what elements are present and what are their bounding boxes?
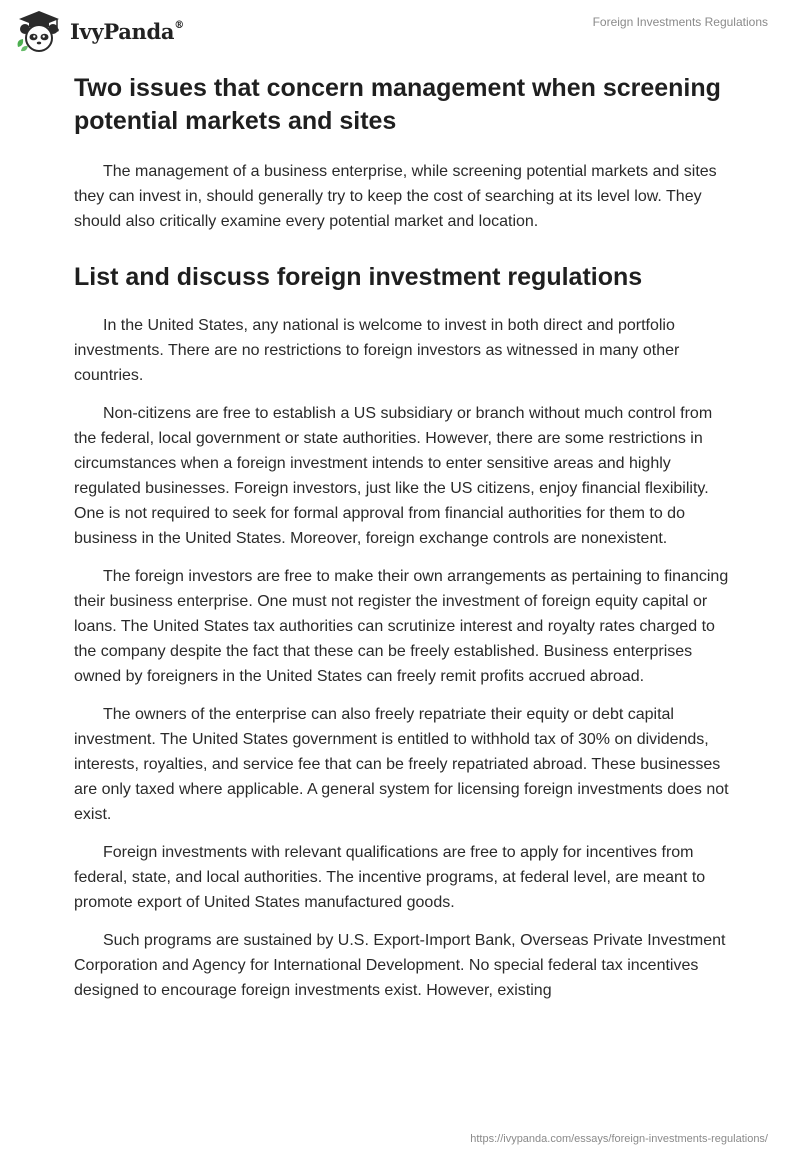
brand-name: IvyPanda® bbox=[70, 18, 184, 44]
panda-mascot-icon bbox=[14, 9, 64, 53]
paragraph: The foreign investors are free to make their own arrangements as pertaining to financing their business enterprise. One must not register the investment of foreign equity capital or loans. The United States tax authorities can scrutinize interest and royalty rates charged to the company despite the fact that these can be freely established. Business enterprises owned by foreigners in the United States can freely remit profits accrued abroad. bbox=[74, 568, 729, 685]
section-heading-screening: Two issues that concern management when screening potential markets and sites bbox=[74, 74, 721, 135]
paragraph: In the United States, any national is welcome to invest in both direct and portfolio investments. There are no restrictions to foreign investors as witnessed in many other countries. bbox=[74, 317, 680, 384]
article-body bbox=[74, 72, 734, 1016]
page-header bbox=[0, 0, 800, 70]
section-heading-regulations: List and discuss foreign investment regulations bbox=[74, 263, 643, 291]
paragraph: The owners of the enterprise can also freely repatriate their equity or debt capital investment. The United States government is entitled to withhold tax of 30% on dividends, interests, royalties, and service fee that can be freely repatriated abroad. These businesses are only taxed where applicable. A general system for licensing foreign investments does not exist. bbox=[74, 706, 729, 823]
paragraph: The management of a business enterprise, while screening potential markets and sites they can invest in, should generally try to keep the cost of searching at its level low. They should also critically examine every potential market and location. bbox=[74, 163, 717, 230]
ivypanda-logo[interactable] bbox=[14, 9, 184, 53]
paragraph: Foreign investments with relevant qualifications are free to apply for incentives from federal, state, and local authorities. The incentive programs, at federal level, are meant to promote export of United States manufactured goods. bbox=[74, 844, 706, 911]
document-title-label: Foreign Investments Regulations bbox=[592, 15, 768, 29]
source-url[interactable]: https://ivypanda.com/essays/foreign-investments-regulations/ bbox=[470, 1133, 768, 1145]
paragraph: Such programs are sustained by U.S. Export-Import Bank, Overseas Private Investment Corporation and Agency for International Development. No special federal tax incentives designed to encourage foreign investments exist. However, existing bbox=[74, 932, 726, 999]
paragraph: Non-citizens are free to establish a US subsidiary or branch without much control from the federal, local government or state authorities. However, there are some restrictions in circumstances when a foreign investment intends to enter sensitive areas and highly regulated businesses. Foreign investors, just like the US citizens, enjoy financial flexibility. One is not required to seek for formal approval from financial authorities for them to do business in the United States. Moreover, foreign exchange controls are nonexistent. bbox=[74, 405, 713, 547]
